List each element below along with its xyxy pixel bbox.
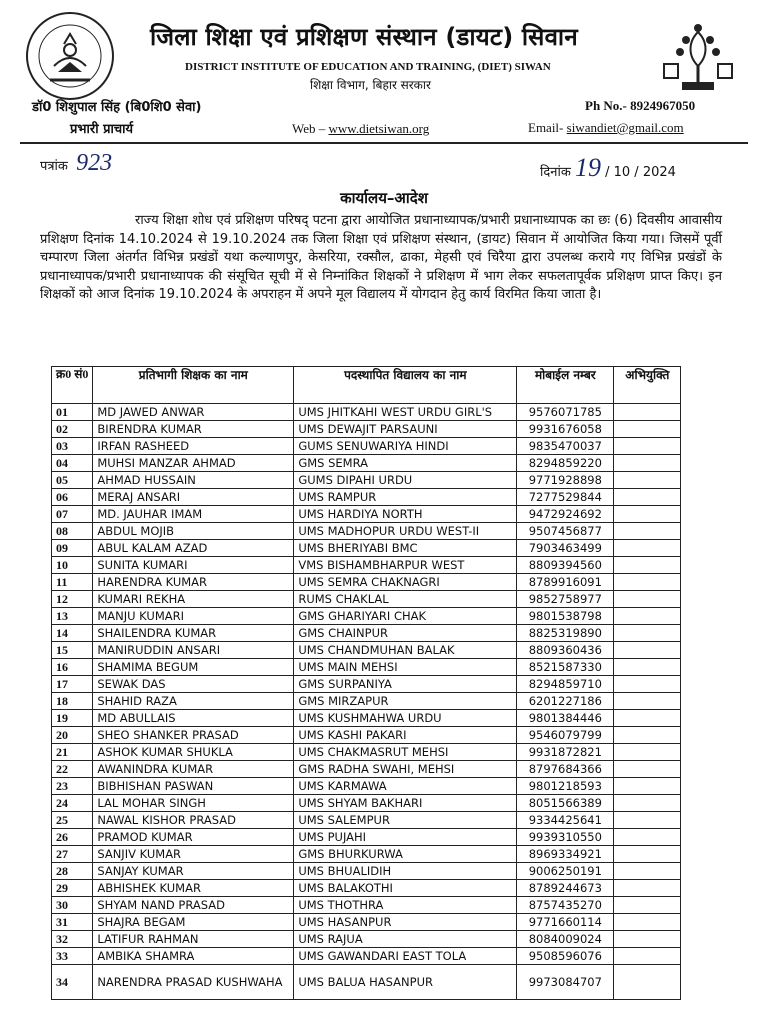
diet-logo-icon xyxy=(24,10,116,102)
table-row xyxy=(52,914,681,931)
teacher-name-cell: MANIRUDDIN ANSARI xyxy=(93,642,294,659)
table-row xyxy=(52,642,681,659)
mobile-cell: 9472924692 xyxy=(517,506,614,523)
school-name-cell: UMS MAIN MEHSI xyxy=(294,659,517,676)
serial-cell: 34 xyxy=(52,965,93,1000)
serial-cell: 09 xyxy=(52,540,93,557)
remarks-cell xyxy=(614,591,681,608)
mobile-cell: 9835470037 xyxy=(517,438,614,455)
mobile-cell: 8051566389 xyxy=(517,795,614,812)
teacher-name-cell: MANJU KUMARI xyxy=(93,608,294,625)
mobile-cell: 9931872821 xyxy=(517,744,614,761)
mobile-cell: 9006250191 xyxy=(517,863,614,880)
teacher-name-cell: MD JAWED ANWAR xyxy=(93,404,294,421)
mobile-cell: 9576071785 xyxy=(517,404,614,421)
table-row xyxy=(52,676,681,693)
remarks-cell xyxy=(614,897,681,914)
remarks-cell xyxy=(614,608,681,625)
remarks-cell xyxy=(614,931,681,948)
mobile-cell: 7277529844 xyxy=(517,489,614,506)
serial-cell: 23 xyxy=(52,778,93,795)
serial-cell: 14 xyxy=(52,625,93,642)
mobile-cell: 9801538798 xyxy=(517,608,614,625)
table-row xyxy=(52,931,681,948)
principal-role: प्रभारी प्राचार्य xyxy=(70,122,134,137)
table-row xyxy=(52,455,681,472)
remarks-cell xyxy=(614,914,681,931)
teacher-name-cell: MD ABULLAIS xyxy=(93,710,294,727)
table-row xyxy=(52,540,681,557)
mobile-cell: 9508596076 xyxy=(517,948,614,965)
reference-value: 923 xyxy=(76,150,113,176)
school-name-cell: UMS KUSHMAHWA URDU xyxy=(294,710,517,727)
school-name-cell: GUMS DIPAHI URDU xyxy=(294,472,517,489)
mobile-cell: 9931676058 xyxy=(517,421,614,438)
teacher-name-cell: BIBHISHAN PASWAN xyxy=(93,778,294,795)
teacher-name-cell: ABUL KALAM AZAD xyxy=(93,540,294,557)
col-header-mobile: मोबाईल नम्बर xyxy=(517,367,614,404)
remarks-cell xyxy=(614,710,681,727)
teacher-name-cell: NAWAL KISHOR PRASAD xyxy=(93,812,294,829)
remarks-cell xyxy=(614,948,681,965)
remarks-cell xyxy=(614,438,681,455)
school-name-cell: UMS MADHOPUR URDU WEST-II xyxy=(294,523,517,540)
mobile-cell: 8757435270 xyxy=(517,897,614,914)
table-row xyxy=(52,506,681,523)
school-name-cell: UMS CHAKMASRUT MEHSI xyxy=(294,744,517,761)
serial-cell: 33 xyxy=(52,948,93,965)
table-row xyxy=(52,574,681,591)
table-header-row xyxy=(52,367,681,404)
teacher-name-cell: ABHISHEK KUMAR xyxy=(93,880,294,897)
school-name-cell: UMS CHANDMUHAN BALAK xyxy=(294,642,517,659)
remarks-cell xyxy=(614,574,681,591)
mobile-cell: 9771660114 xyxy=(517,914,614,931)
serial-cell: 22 xyxy=(52,761,93,778)
school-name-cell: GMS CHAINPUR xyxy=(294,625,517,642)
remarks-cell xyxy=(614,642,681,659)
table-row xyxy=(52,608,681,625)
email-label: Email- xyxy=(528,120,564,135)
serial-cell: 10 xyxy=(52,557,93,574)
mobile-cell: 9801218593 xyxy=(517,778,614,795)
school-name-cell: UMS SALEMPUR xyxy=(294,812,517,829)
teacher-name-cell: SHAJRA BEGAM xyxy=(93,914,294,931)
school-name-cell: UMS HARDIYA NORTH xyxy=(294,506,517,523)
mobile-cell: 8789916091 xyxy=(517,574,614,591)
school-name-cell: GMS SEMRA xyxy=(294,455,517,472)
mobile-cell: 9546079799 xyxy=(517,727,614,744)
table-row xyxy=(52,795,681,812)
mobile-cell: 8521587330 xyxy=(517,659,614,676)
teacher-name-cell: SUNITA KUMARI xyxy=(93,557,294,574)
table-body xyxy=(52,404,681,1000)
serial-cell: 31 xyxy=(52,914,93,931)
mobile-cell: 8825319890 xyxy=(517,625,614,642)
remarks-cell xyxy=(614,421,681,438)
remarks-cell xyxy=(614,540,681,557)
order-heading: कार्यालय–आदेश xyxy=(340,189,428,207)
mobile-cell: 6201227186 xyxy=(517,693,614,710)
teacher-name-cell: SANJAY KUMAR xyxy=(93,863,294,880)
serial-cell: 02 xyxy=(52,421,93,438)
mobile-cell: 9771928898 xyxy=(517,472,614,489)
remarks-cell xyxy=(614,472,681,489)
school-name-cell: GMS GHARIYARI CHAK xyxy=(294,608,517,625)
table-row xyxy=(52,557,681,574)
mobile-cell: 8294859710 xyxy=(517,676,614,693)
teacher-name-cell: PRAMOD KUMAR xyxy=(93,829,294,846)
remarks-cell xyxy=(614,812,681,829)
mobile-cell: 8789244673 xyxy=(517,880,614,897)
school-name-cell: UMS JHITKAHI WEST URDU GIRL'S xyxy=(294,404,517,421)
web-label: Web – xyxy=(292,121,326,136)
serial-cell: 32 xyxy=(52,931,93,948)
remarks-cell xyxy=(614,625,681,642)
remarks-cell xyxy=(614,829,681,846)
website xyxy=(292,121,429,137)
table-row xyxy=(52,404,681,421)
mobile-cell: 9852758977 xyxy=(517,591,614,608)
date-label: दिनांक xyxy=(540,165,571,180)
school-name-cell: VMS BISHAMBHARPUR WEST xyxy=(294,557,517,574)
serial-cell: 29 xyxy=(52,880,93,897)
remarks-cell xyxy=(614,965,681,1000)
serial-cell: 16 xyxy=(52,659,93,676)
teacher-name-cell: SHYAM NAND PRASAD xyxy=(93,897,294,914)
order-body xyxy=(40,212,722,305)
mobile-cell: 9507456877 xyxy=(517,523,614,540)
remarks-cell xyxy=(614,880,681,897)
institute-hindi-title: जिला शिक्षा एवं प्रशिक्षण संस्थान (डायट) सिवान xyxy=(150,23,578,51)
school-name-cell: UMS SHYAM BAKHARI xyxy=(294,795,517,812)
school-name-cell: UMS BHERIYABI BMC xyxy=(294,540,517,557)
table-row xyxy=(52,897,681,914)
teacher-name-cell: IRFAN RASHEED xyxy=(93,438,294,455)
serial-cell: 30 xyxy=(52,897,93,914)
table-row xyxy=(52,472,681,489)
school-name-cell: UMS BALUA HASANPUR xyxy=(294,965,517,1000)
school-name-cell: UMS BHUALIDIH xyxy=(294,863,517,880)
school-name-cell: GMS BHURKURWA xyxy=(294,846,517,863)
table-row xyxy=(52,863,681,880)
serial-cell: 11 xyxy=(52,574,93,591)
school-name-cell: UMS SEMRA CHAKNAGRI xyxy=(294,574,517,591)
table-row xyxy=(52,421,681,438)
remarks-cell xyxy=(614,489,681,506)
department-subtitle: शिक्षा विभाग, बिहार सरकार xyxy=(310,78,431,92)
mobile-cell: 8797684366 xyxy=(517,761,614,778)
school-name-cell: GMS MIRZAPUR xyxy=(294,693,517,710)
school-name-cell: UMS RAJUA xyxy=(294,931,517,948)
teacher-name-cell: AMBIKA SHAMRA xyxy=(93,948,294,965)
institute-english-title: DISTRICT INSTITUTE OF EDUCATION AND TRAINING, (DIET) SIWAN xyxy=(185,61,551,73)
reference-number xyxy=(40,150,112,177)
school-name-cell: UMS BALAKOTHI xyxy=(294,880,517,897)
teacher-name-cell: MERAJ ANSARI xyxy=(93,489,294,506)
teacher-name-cell: SEWAK DAS xyxy=(93,676,294,693)
remarks-cell xyxy=(614,778,681,795)
teacher-name-cell: SANJIV KUMAR xyxy=(93,846,294,863)
serial-cell: 06 xyxy=(52,489,93,506)
date-day: 19 xyxy=(574,153,601,182)
serial-cell: 25 xyxy=(52,812,93,829)
serial-cell: 05 xyxy=(52,472,93,489)
remarks-cell xyxy=(614,404,681,421)
school-name-cell: GMS SURPANIYA xyxy=(294,676,517,693)
web-url-link[interactable]: www.dietsiwan.org xyxy=(328,121,430,136)
table-row xyxy=(52,744,681,761)
table-row xyxy=(52,880,681,897)
school-name-cell: UMS DEWAJIT PARSAUNI xyxy=(294,421,517,438)
bihar-emblem-icon xyxy=(658,22,738,94)
teacher-name-cell: AWANINDRA KUMAR xyxy=(93,761,294,778)
table-row xyxy=(52,625,681,642)
mobile-cell: 8969334921 xyxy=(517,846,614,863)
serial-cell: 26 xyxy=(52,829,93,846)
school-name-cell: UMS KASHI PAKARI xyxy=(294,727,517,744)
serial-cell: 28 xyxy=(52,863,93,880)
col-header-remarks: अभियुक्ति xyxy=(614,367,681,404)
table-row xyxy=(52,727,681,744)
school-name-cell: GMS RADHA SWAHI, MEHSI xyxy=(294,761,517,778)
serial-cell: 12 xyxy=(52,591,93,608)
table-row xyxy=(52,710,681,727)
mobile-cell: 9334425641 xyxy=(517,812,614,829)
mobile-cell: 9973084707 xyxy=(517,965,614,1000)
serial-cell: 13 xyxy=(52,608,93,625)
remarks-cell xyxy=(614,693,681,710)
remarks-cell xyxy=(614,744,681,761)
table-row xyxy=(52,948,681,965)
teacher-name-cell: ABDUL MOJIB xyxy=(93,523,294,540)
order-date xyxy=(540,153,676,183)
school-name-cell: GUMS SENUWARIYA HINDI xyxy=(294,438,517,455)
table-row xyxy=(52,829,681,846)
email xyxy=(528,120,684,136)
reference-label: पत्रांक xyxy=(40,159,68,174)
teacher-name-cell: MUHSI MANZAR AHMAD xyxy=(93,455,294,472)
mobile-cell: 9801384446 xyxy=(517,710,614,727)
header-divider xyxy=(20,142,748,144)
remarks-cell xyxy=(614,506,681,523)
serial-cell: 03 xyxy=(52,438,93,455)
mobile-cell: 8809360436 xyxy=(517,642,614,659)
remarks-cell xyxy=(614,659,681,676)
remarks-cell xyxy=(614,676,681,693)
teacher-name-cell: BIRENDRA KUMAR xyxy=(93,421,294,438)
school-name-cell: RUMS CHAKLAL xyxy=(294,591,517,608)
remarks-cell xyxy=(614,795,681,812)
order-body-text: राज्य शिक्षा शोध एवं प्रशिक्षण परिषद् पटना द्वारा आयोजित प्रधानाध्यापक/प्रभारी प्रधानाध्यापक का छः (6) दिवसीय आवासीय प्रशिक्षण दिनांक 14.10.2024 से 19.10.2024 तक जिला शिक्षा एवं प्रशिक्षण संस्थान, (डायट) सिवान में आयोजित किया गया। जिसमें पूर्वी चम्पारण जिला अंतर्गत विभिन्न प्रखंडों यथा कल्याणपुर, केसरिया, रक्सौल, ढाका, मेहसी एवं चिरैया द्वारा उपलब्ध कराये गए विभिन्न प्रखंडों के प्रधानाध्यापक/प्रभारी प्रधानाध्यापक की संसूचित सूची में से निम्नांकित शिक्षकों ने प्रशिक्षण में भाग लेकर सफलतापूर्वक प्रशिक्षण प्राप्त किए। इन शिक्षकों को आज दिनांक 19.10.2024 के अपराहन में अपने मूल विद्यालय में योगदान हेतु कार्य विरमित किया जाता है। xyxy=(40,213,722,302)
school-name-cell: UMS THOTHRA xyxy=(294,897,517,914)
mobile-cell: 8084009024 xyxy=(517,931,614,948)
table-row xyxy=(52,812,681,829)
serial-cell: 04 xyxy=(52,455,93,472)
serial-cell: 24 xyxy=(52,795,93,812)
teacher-name-cell: AHMAD HUSSAIN xyxy=(93,472,294,489)
table-row xyxy=(52,965,681,1000)
table-row xyxy=(52,438,681,455)
table-row xyxy=(52,846,681,863)
teacher-name-cell: SHAILENDRA KUMAR xyxy=(93,625,294,642)
col-header-name: प्रतिभागी शिक्षक का नाम xyxy=(93,367,294,404)
serial-cell: 01 xyxy=(52,404,93,421)
email-link[interactable]: siwandiet@gmail.com xyxy=(566,120,684,135)
remarks-cell xyxy=(614,557,681,574)
mobile-cell: 9939310550 xyxy=(517,829,614,846)
remarks-cell xyxy=(614,863,681,880)
school-name-cell: UMS KARMAWA xyxy=(294,778,517,795)
serial-cell: 08 xyxy=(52,523,93,540)
teacher-name-cell: NARENDRA PRASAD KUSHWAHA xyxy=(93,965,294,1000)
teacher-name-cell: SHEO SHANKER PRASAD xyxy=(93,727,294,744)
teacher-name-cell: ASHOK KUMAR SHUKLA xyxy=(93,744,294,761)
teacher-name-cell: LATIFUR RAHMAN xyxy=(93,931,294,948)
teacher-name-cell: KUMARI REKHA xyxy=(93,591,294,608)
teacher-name-cell: HARENDRA KUMAR xyxy=(93,574,294,591)
phone-number: Ph No.- 8924967050 xyxy=(585,98,696,113)
remarks-cell xyxy=(614,455,681,472)
school-name-cell: UMS HASANPUR xyxy=(294,914,517,931)
trainee-table xyxy=(51,366,681,1000)
remarks-cell xyxy=(614,523,681,540)
teacher-name-cell: MD. JAUHAR IMAM xyxy=(93,506,294,523)
school-name-cell: UMS PUJAHI xyxy=(294,829,517,846)
serial-cell: 20 xyxy=(52,727,93,744)
col-header-serial: क्र0 सं0 xyxy=(52,367,93,404)
principal-name: डॉ0 शिशुपाल सिंह (बि0शि0 सेवा) xyxy=(32,100,202,115)
serial-cell: 17 xyxy=(52,676,93,693)
table-row xyxy=(52,523,681,540)
col-header-school: पदस्थापित विद्यालय का नाम xyxy=(294,367,517,404)
teacher-name-cell: SHAHID RAZA xyxy=(93,693,294,710)
mobile-cell: 8294859220 xyxy=(517,455,614,472)
serial-cell: 21 xyxy=(52,744,93,761)
serial-cell: 18 xyxy=(52,693,93,710)
teacher-name-cell: SHAMIMA BEGUM xyxy=(93,659,294,676)
table-row xyxy=(52,591,681,608)
table-row xyxy=(52,693,681,710)
table-row xyxy=(52,659,681,676)
serial-cell: 07 xyxy=(52,506,93,523)
mobile-cell: 7903463499 xyxy=(517,540,614,557)
school-name-cell: UMS GAWANDARI EAST TOLA xyxy=(294,948,517,965)
remarks-cell xyxy=(614,727,681,744)
table-row xyxy=(52,761,681,778)
serial-cell: 27 xyxy=(52,846,93,863)
mobile-cell: 8809394560 xyxy=(517,557,614,574)
school-name-cell: UMS RAMPUR xyxy=(294,489,517,506)
date-rest: / 10 / 2024 xyxy=(605,165,676,180)
serial-cell: 19 xyxy=(52,710,93,727)
teacher-name-cell: LAL MOHAR SINGH xyxy=(93,795,294,812)
serial-cell: 15 xyxy=(52,642,93,659)
table-row xyxy=(52,489,681,506)
remarks-cell xyxy=(614,761,681,778)
remarks-cell xyxy=(614,846,681,863)
table-row xyxy=(52,778,681,795)
